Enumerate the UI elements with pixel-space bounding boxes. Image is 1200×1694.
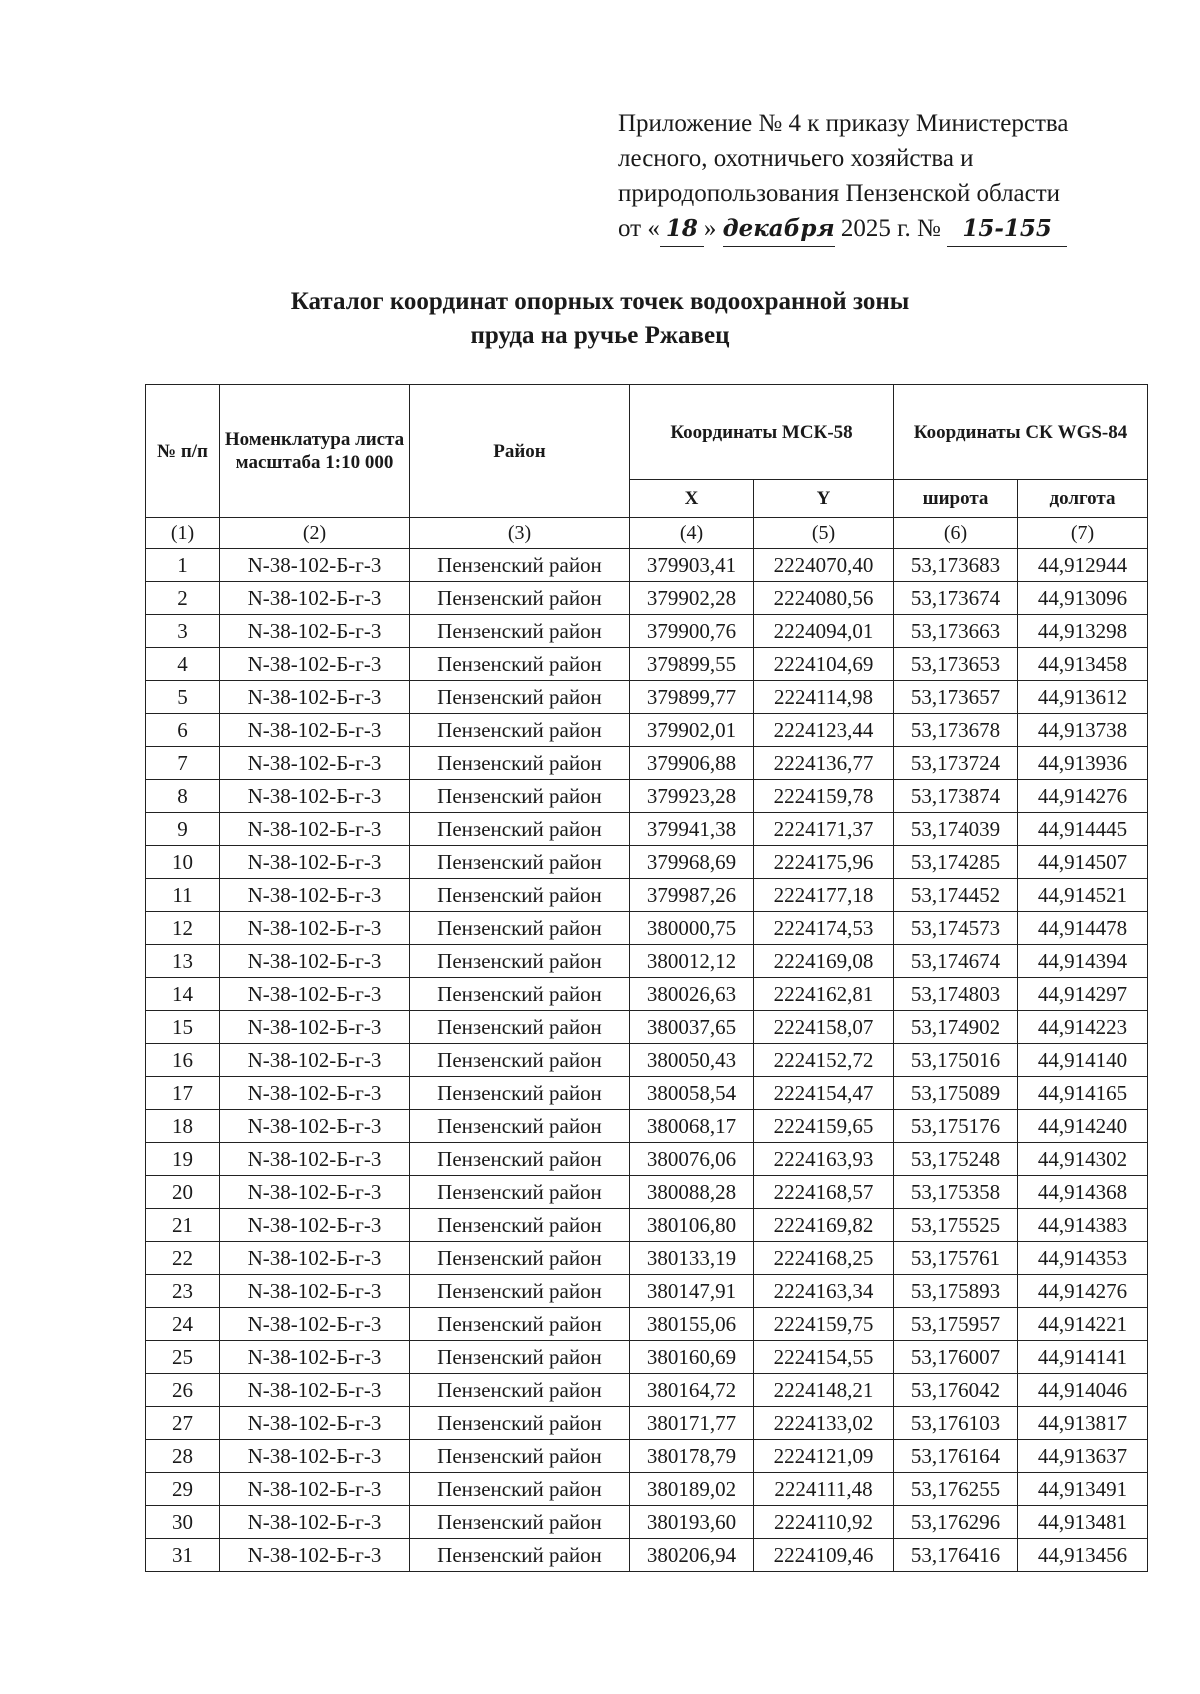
cell-num: 5 [146, 681, 220, 714]
cell-nomenclature: N-38-102-Б-г-3 [220, 747, 410, 780]
cell-x: 380012,12 [630, 945, 754, 978]
cell-nomenclature: N-38-102-Б-г-3 [220, 780, 410, 813]
cell-lon: 44,913612 [1018, 681, 1148, 714]
cell-nomenclature: N-38-102-Б-г-3 [220, 1143, 410, 1176]
cell-num: 14 [146, 978, 220, 1011]
cell-num: 30 [146, 1506, 220, 1539]
table-row [146, 1242, 1148, 1275]
cell-nomenclature: N-38-102-Б-г-3 [220, 1110, 410, 1143]
cell-y: 2224123,44 [754, 714, 894, 747]
cell-x: 380068,17 [630, 1110, 754, 1143]
cell-district: Пензенский район [410, 1407, 630, 1440]
table-row [146, 1341, 1148, 1374]
cell-num: 4 [146, 648, 220, 681]
cell-district: Пензенский район [410, 846, 630, 879]
cell-lon: 44,912944 [1018, 549, 1148, 582]
header-district: Район [410, 385, 630, 518]
col-number: (7) [1018, 518, 1148, 549]
cell-lat: 53,173874 [894, 780, 1018, 813]
column-number-row [146, 518, 1148, 549]
cell-num: 22 [146, 1242, 220, 1275]
cell-x: 380178,79 [630, 1440, 754, 1473]
cell-district: Пензенский район [410, 879, 630, 912]
cell-y: 2224133,02 [754, 1407, 894, 1440]
cell-nomenclature: N-38-102-Б-г-3 [220, 1176, 410, 1209]
cell-district: Пензенский район [410, 1341, 630, 1374]
cell-y: 2224163,93 [754, 1143, 894, 1176]
cell-num: 31 [146, 1539, 220, 1572]
header-y: Y [754, 480, 894, 518]
col-number: (4) [630, 518, 754, 549]
header-lon: долгота [1018, 480, 1148, 518]
handwritten-day: 18 [660, 211, 704, 247]
cell-nomenclature: N-38-102-Б-г-3 [220, 1374, 410, 1407]
cell-num: 1 [146, 549, 220, 582]
cell-y: 2224159,65 [754, 1110, 894, 1143]
cell-y: 2224163,34 [754, 1275, 894, 1308]
cell-num: 26 [146, 1374, 220, 1407]
cell-x: 380171,77 [630, 1407, 754, 1440]
cell-lat: 53,174902 [894, 1011, 1018, 1044]
cell-district: Пензенский район [410, 1440, 630, 1473]
cell-lat: 53,174039 [894, 813, 1018, 846]
table-row [146, 747, 1148, 780]
col-number: (1) [146, 518, 220, 549]
header-wgs: Координаты СК WGS-84 [894, 385, 1148, 480]
cell-lat: 53,175089 [894, 1077, 1018, 1110]
cell-lon: 44,914141 [1018, 1341, 1148, 1374]
cell-num: 2 [146, 582, 220, 615]
cell-lon: 44,913817 [1018, 1407, 1148, 1440]
cell-x: 379903,41 [630, 549, 754, 582]
cell-y: 2224168,57 [754, 1176, 894, 1209]
table-row [146, 615, 1148, 648]
cell-district: Пензенский район [410, 1011, 630, 1044]
cell-x: 380037,65 [630, 1011, 754, 1044]
cell-lat: 53,173678 [894, 714, 1018, 747]
cell-y: 2224154,55 [754, 1341, 894, 1374]
cell-num: 27 [146, 1407, 220, 1440]
cell-x: 379968,69 [630, 846, 754, 879]
cell-num: 13 [146, 945, 220, 978]
date-year-text: 2025 г. № [840, 215, 941, 242]
table-row [146, 1506, 1148, 1539]
cell-lon: 44,913298 [1018, 615, 1148, 648]
cell-x: 380155,06 [630, 1308, 754, 1341]
date-mid: » [703, 215, 717, 242]
cell-y: 2224162,81 [754, 978, 894, 1011]
cell-lon: 44,914521 [1018, 879, 1148, 912]
cell-nomenclature: N-38-102-Б-г-3 [220, 846, 410, 879]
cell-nomenclature: N-38-102-Б-г-3 [220, 714, 410, 747]
cell-nomenclature: N-38-102-Б-г-3 [220, 945, 410, 978]
cell-y: 2224111,48 [754, 1473, 894, 1506]
cell-lat: 53,176255 [894, 1473, 1018, 1506]
table-row [146, 1473, 1148, 1506]
handwritten-month: декабря [723, 211, 835, 247]
table-row [146, 879, 1148, 912]
cell-num: 24 [146, 1308, 220, 1341]
cell-lon: 44,913637 [1018, 1440, 1148, 1473]
header-lat: широта [894, 480, 1018, 518]
table-row [146, 1209, 1148, 1242]
cell-district: Пензенский район [410, 582, 630, 615]
cell-district: Пензенский район [410, 1308, 630, 1341]
cell-num: 11 [146, 879, 220, 912]
col-number: (3) [410, 518, 630, 549]
cell-y: 2224070,40 [754, 549, 894, 582]
cell-y: 2224136,77 [754, 747, 894, 780]
cell-num: 8 [146, 780, 220, 813]
cell-y: 2224168,25 [754, 1242, 894, 1275]
cell-nomenclature: N-38-102-Б-г-3 [220, 1077, 410, 1110]
cell-nomenclature: N-38-102-Б-г-3 [220, 1044, 410, 1077]
cell-nomenclature: N-38-102-Б-г-3 [220, 912, 410, 945]
cell-y: 2224154,47 [754, 1077, 894, 1110]
cell-lon: 44,914140 [1018, 1044, 1148, 1077]
cell-x: 380088,28 [630, 1176, 754, 1209]
cell-nomenclature: N-38-102-Б-г-3 [220, 681, 410, 714]
table-row [146, 681, 1148, 714]
col-number: (2) [220, 518, 410, 549]
cell-district: Пензенский район [410, 1077, 630, 1110]
cell-lon: 44,914445 [1018, 813, 1148, 846]
cell-num: 21 [146, 1209, 220, 1242]
cell-num: 23 [146, 1275, 220, 1308]
header-num: № п/п [146, 385, 220, 518]
header-nomenclature: Номенклатура листа масштаба 1:10 000 [220, 385, 410, 518]
cell-lon: 44,914240 [1018, 1110, 1148, 1143]
cell-y: 2224175,96 [754, 846, 894, 879]
cell-x: 380206,94 [630, 1539, 754, 1572]
cell-y: 2224159,75 [754, 1308, 894, 1341]
cell-y: 2224080,56 [754, 582, 894, 615]
cell-district: Пензенский район [410, 978, 630, 1011]
cell-num: 18 [146, 1110, 220, 1143]
cell-lat: 53,175248 [894, 1143, 1018, 1176]
cell-lon: 44,913936 [1018, 747, 1148, 780]
cell-lat: 53,173653 [894, 648, 1018, 681]
appendix-line-2: лесного, охотничьего хозяйства и [618, 145, 974, 172]
cell-y: 2224177,18 [754, 879, 894, 912]
cell-y: 2224159,78 [754, 780, 894, 813]
cell-y: 2224158,07 [754, 1011, 894, 1044]
cell-num: 10 [146, 846, 220, 879]
cell-num: 29 [146, 1473, 220, 1506]
col-number: (6) [894, 518, 1018, 549]
cell-lon: 44,913738 [1018, 714, 1148, 747]
cell-x: 379987,26 [630, 879, 754, 912]
cell-district: Пензенский район [410, 1044, 630, 1077]
cell-lat: 53,176416 [894, 1539, 1018, 1572]
cell-x: 380076,06 [630, 1143, 754, 1176]
cell-num: 15 [146, 1011, 220, 1044]
cell-lat: 53,175016 [894, 1044, 1018, 1077]
cell-district: Пензенский район [410, 648, 630, 681]
table-row [146, 1044, 1148, 1077]
cell-lon: 44,914297 [1018, 978, 1148, 1011]
cell-y: 2224104,69 [754, 648, 894, 681]
cell-lat: 53,174452 [894, 879, 1018, 912]
table-row [146, 813, 1148, 846]
cell-district: Пензенский район [410, 615, 630, 648]
cell-district: Пензенский район [410, 1506, 630, 1539]
cell-y: 2224114,98 [754, 681, 894, 714]
table-row [146, 1407, 1148, 1440]
header-msk: Координаты МСК-58 [630, 385, 894, 480]
table-row [146, 1275, 1148, 1308]
table-row [146, 714, 1148, 747]
cell-y: 2224109,46 [754, 1539, 894, 1572]
coordinates-table [145, 384, 1148, 1572]
cell-y: 2224174,53 [754, 912, 894, 945]
cell-lat: 53,175176 [894, 1110, 1018, 1143]
cell-lon: 44,914276 [1018, 1275, 1148, 1308]
cell-lon: 44,913491 [1018, 1473, 1148, 1506]
table-row [146, 1374, 1148, 1407]
table-row [146, 978, 1148, 1011]
cell-lon: 44,913456 [1018, 1539, 1148, 1572]
cell-lon: 44,914223 [1018, 1011, 1148, 1044]
cell-y: 2224148,21 [754, 1374, 894, 1407]
cell-lat: 53,176103 [894, 1407, 1018, 1440]
cell-lat: 53,176042 [894, 1374, 1018, 1407]
cell-x: 379900,76 [630, 615, 754, 648]
cell-nomenclature: N-38-102-Б-г-3 [220, 1341, 410, 1374]
cell-y: 2224169,82 [754, 1209, 894, 1242]
cell-district: Пензенский район [410, 780, 630, 813]
cell-district: Пензенский район [410, 681, 630, 714]
cell-district: Пензенский район [410, 945, 630, 978]
cell-y: 2224171,37 [754, 813, 894, 846]
cell-num: 6 [146, 714, 220, 747]
cell-y: 2224094,01 [754, 615, 894, 648]
cell-num: 25 [146, 1341, 220, 1374]
cell-district: Пензенский район [410, 549, 630, 582]
cell-lat: 53,176164 [894, 1440, 1018, 1473]
cell-nomenclature: N-38-102-Б-г-3 [220, 1473, 410, 1506]
cell-x: 379899,55 [630, 648, 754, 681]
cell-lat: 53,173674 [894, 582, 1018, 615]
cell-lon: 44,914394 [1018, 945, 1148, 978]
cell-lat: 53,173724 [894, 747, 1018, 780]
cell-num: 3 [146, 615, 220, 648]
cell-lon: 44,914046 [1018, 1374, 1148, 1407]
cell-nomenclature: N-38-102-Б-г-3 [220, 1539, 410, 1572]
cell-district: Пензенский район [410, 813, 630, 846]
table-row [146, 582, 1148, 615]
cell-lat: 53,175957 [894, 1308, 1018, 1341]
table-row [146, 846, 1148, 879]
cell-lon: 44,914478 [1018, 912, 1148, 945]
cell-district: Пензенский район [410, 912, 630, 945]
table-row [146, 1011, 1148, 1044]
cell-district: Пензенский район [410, 1275, 630, 1308]
cell-num: 12 [146, 912, 220, 945]
table-row [146, 1176, 1148, 1209]
cell-x: 380026,63 [630, 978, 754, 1011]
cell-district: Пензенский район [410, 1374, 630, 1407]
table-row [146, 1539, 1148, 1572]
cell-nomenclature: N-38-102-Б-г-3 [220, 1242, 410, 1275]
cell-y: 2224110,92 [754, 1506, 894, 1539]
cell-nomenclature: N-38-102-Б-г-3 [220, 1440, 410, 1473]
cell-district: Пензенский район [410, 747, 630, 780]
cell-num: 20 [146, 1176, 220, 1209]
cell-lon: 44,913458 [1018, 648, 1148, 681]
table-body [146, 549, 1148, 1572]
cell-nomenclature: N-38-102-Б-г-3 [220, 648, 410, 681]
cell-lat: 53,176007 [894, 1341, 1018, 1374]
cell-x: 379902,01 [630, 714, 754, 747]
cell-lon: 44,914368 [1018, 1176, 1148, 1209]
appendix-line-1: Приложение № 4 к приказу Министерства [618, 110, 1069, 137]
cell-lat: 53,175893 [894, 1275, 1018, 1308]
cell-nomenclature: N-38-102-Б-г-3 [220, 1506, 410, 1539]
cell-lat: 53,174573 [894, 912, 1018, 945]
title-line-1: Каталог координат опорных точек водоохранной зоны [290, 288, 910, 315]
cell-lat: 53,175761 [894, 1242, 1018, 1275]
cell-y: 2224169,08 [754, 945, 894, 978]
cell-num: 19 [146, 1143, 220, 1176]
cell-nomenclature: N-38-102-Б-г-3 [220, 582, 410, 615]
cell-num: 9 [146, 813, 220, 846]
cell-x: 380050,43 [630, 1044, 754, 1077]
cell-nomenclature: N-38-102-Б-г-3 [220, 615, 410, 648]
cell-district: Пензенский район [410, 1242, 630, 1275]
cell-lon: 44,914353 [1018, 1242, 1148, 1275]
appendix-date-line [618, 211, 1178, 247]
cell-lat: 53,175525 [894, 1209, 1018, 1242]
cell-nomenclature: N-38-102-Б-г-3 [220, 1209, 410, 1242]
table-row [146, 945, 1148, 978]
cell-lon: 44,914165 [1018, 1077, 1148, 1110]
cell-num: 28 [146, 1440, 220, 1473]
table-row [146, 1110, 1148, 1143]
cell-x: 379941,38 [630, 813, 754, 846]
cell-nomenclature: N-38-102-Б-г-3 [220, 813, 410, 846]
cell-district: Пензенский район [410, 1539, 630, 1572]
cell-x: 380189,02 [630, 1473, 754, 1506]
cell-nomenclature: N-38-102-Б-г-3 [220, 1011, 410, 1044]
date-prefix: от « [618, 215, 660, 242]
cell-nomenclature: N-38-102-Б-г-3 [220, 1407, 410, 1440]
table-row [146, 648, 1148, 681]
cell-x: 380147,91 [630, 1275, 754, 1308]
col-number: (5) [754, 518, 894, 549]
cell-nomenclature: N-38-102-Б-г-3 [220, 879, 410, 912]
cell-x: 380164,72 [630, 1374, 754, 1407]
cell-x: 379902,28 [630, 582, 754, 615]
table-row [146, 912, 1148, 945]
cell-x: 380160,69 [630, 1341, 754, 1374]
table-row [146, 1077, 1148, 1110]
cell-nomenclature: N-38-102-Б-г-3 [220, 1275, 410, 1308]
cell-lat: 53,173663 [894, 615, 1018, 648]
cell-lon: 44,914383 [1018, 1209, 1148, 1242]
cell-x: 380133,19 [630, 1242, 754, 1275]
cell-num: 17 [146, 1077, 220, 1110]
cell-num: 7 [146, 747, 220, 780]
cell-lat: 53,174803 [894, 978, 1018, 1011]
cell-lon: 44,914221 [1018, 1308, 1148, 1341]
appendix-header [618, 106, 1178, 247]
cell-y: 2224152,72 [754, 1044, 894, 1077]
cell-lat: 53,174285 [894, 846, 1018, 879]
cell-district: Пензенский район [410, 1110, 630, 1143]
header-x: X [630, 480, 754, 518]
cell-district: Пензенский район [410, 714, 630, 747]
cell-lat: 53,175358 [894, 1176, 1018, 1209]
cell-nomenclature: N-38-102-Б-г-3 [220, 549, 410, 582]
table-row [146, 1308, 1148, 1341]
cell-x: 380106,80 [630, 1209, 754, 1242]
cell-lat: 53,174674 [894, 945, 1018, 978]
cell-x: 380058,54 [630, 1077, 754, 1110]
table-row [146, 1440, 1148, 1473]
cell-y: 2224121,09 [754, 1440, 894, 1473]
cell-num: 16 [146, 1044, 220, 1077]
cell-district: Пензенский район [410, 1143, 630, 1176]
appendix-line-3: природопользования Пензенской области [618, 180, 1061, 207]
cell-x: 379899,77 [630, 681, 754, 714]
cell-nomenclature: N-38-102-Б-г-3 [220, 978, 410, 1011]
handwritten-order-number: 15-155 [947, 211, 1067, 247]
cell-lat: 53,173657 [894, 681, 1018, 714]
cell-nomenclature: N-38-102-Б-г-3 [220, 1308, 410, 1341]
cell-x: 380000,75 [630, 912, 754, 945]
table-row [146, 780, 1148, 813]
cell-district: Пензенский район [410, 1473, 630, 1506]
cell-lat: 53,173683 [894, 549, 1018, 582]
table-row [146, 1143, 1148, 1176]
cell-lon: 44,913096 [1018, 582, 1148, 615]
cell-lon: 44,914507 [1018, 846, 1148, 879]
document-title [0, 285, 1200, 353]
cell-district: Пензенский район [410, 1209, 630, 1242]
cell-x: 379923,28 [630, 780, 754, 813]
table-row [146, 549, 1148, 582]
cell-lon: 44,914276 [1018, 780, 1148, 813]
cell-x: 380193,60 [630, 1506, 754, 1539]
cell-district: Пензенский район [410, 1176, 630, 1209]
cell-x: 379906,88 [630, 747, 754, 780]
cell-lon: 44,913481 [1018, 1506, 1148, 1539]
title-line-2: пруда на ручье Ржавец [470, 322, 730, 349]
cell-lat: 53,176296 [894, 1506, 1018, 1539]
cell-lon: 44,914302 [1018, 1143, 1148, 1176]
